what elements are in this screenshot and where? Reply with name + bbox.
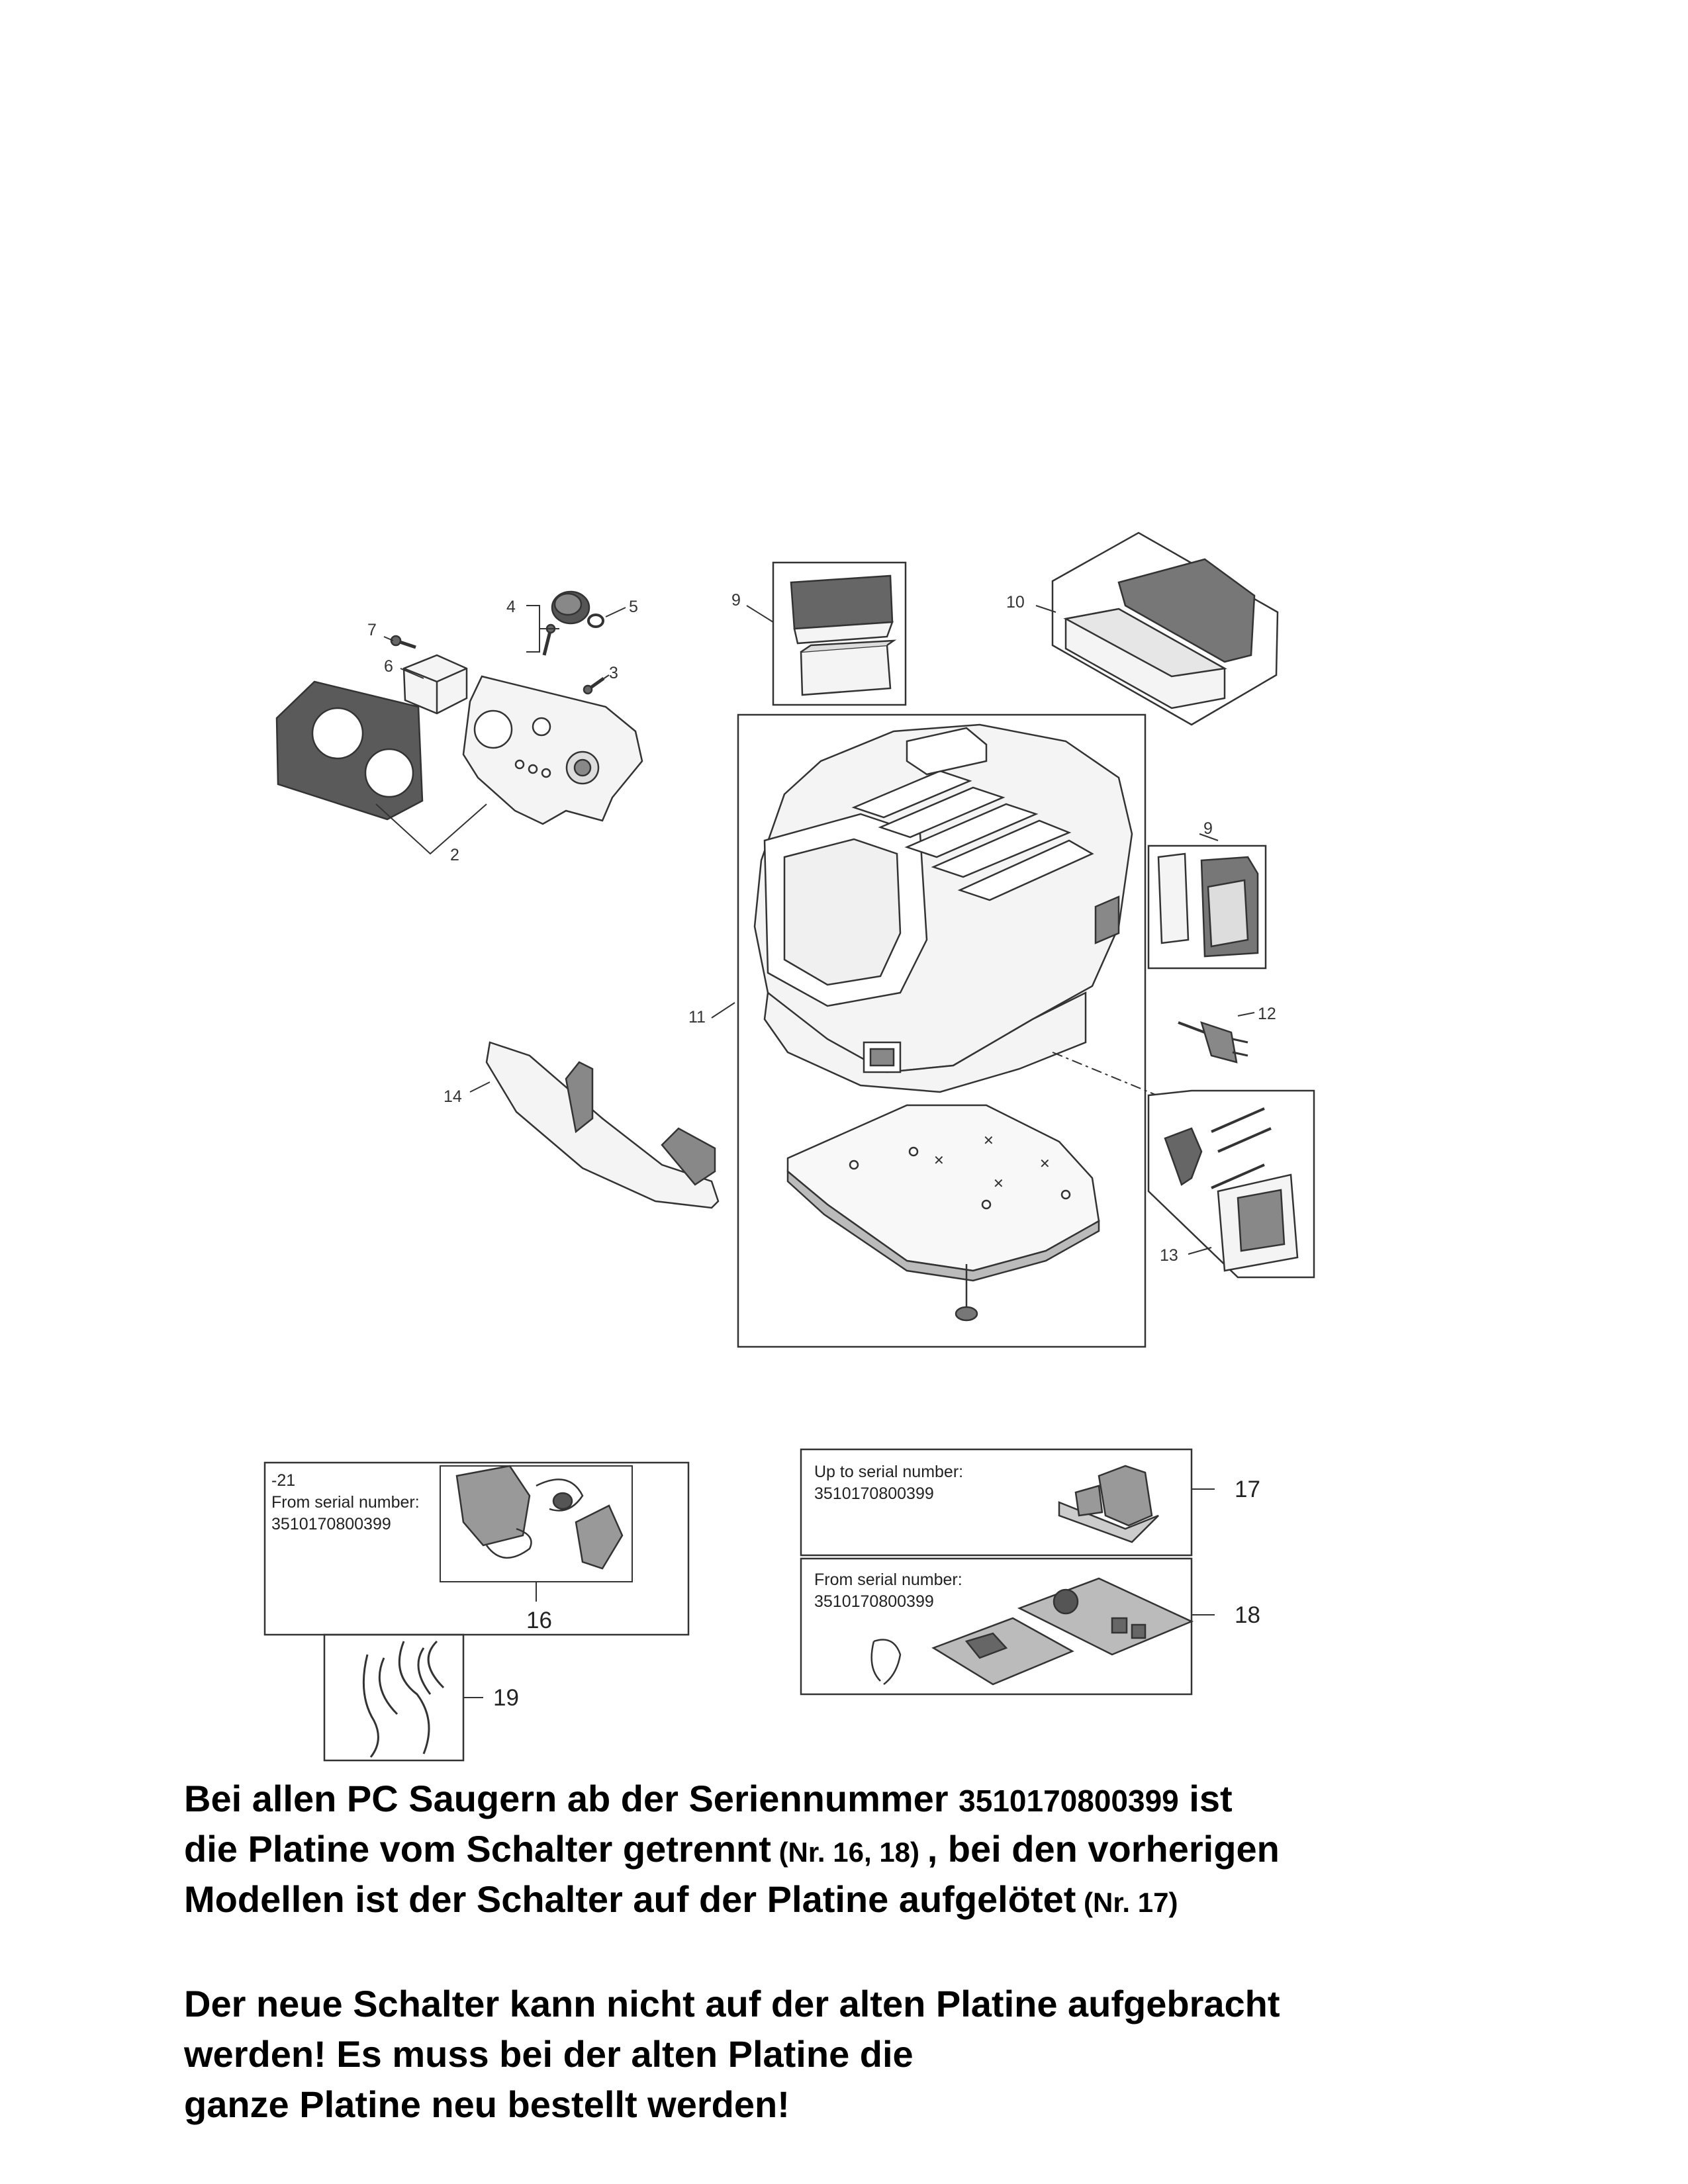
callout-6: 6 — [384, 657, 393, 676]
part-14-handle[interactable] — [487, 1042, 718, 1208]
note-ref-16-18: (Nr. 16, 18) — [771, 1837, 927, 1868]
box17-line2: 3510170800399 — [814, 1484, 934, 1503]
note-line-2-end: , bei den vorherigen — [927, 1828, 1280, 1870]
callout-14: 14 — [444, 1087, 462, 1106]
note-line-2 — [184, 1824, 1280, 1878]
svg-text:✕: ✕ — [1039, 1157, 1051, 1171]
callout-19: 19 — [493, 1685, 519, 1711]
note-line-3-text: Modellen ist der Schalter auf der Platine aufgelötet — [184, 1878, 1076, 1920]
part-2-panel-housing[interactable] — [463, 676, 642, 824]
callout-4: 4 — [506, 598, 516, 616]
note-line-6: ganze Platine neu bestellt werden! — [184, 2083, 790, 2125]
svg-text:✕: ✕ — [993, 1177, 1004, 1191]
callout-16: 16 — [526, 1608, 552, 1633]
part-12-power-plug[interactable] — [1178, 1023, 1248, 1062]
note-line-2-text: die Platine vom Schalter getrennt — [184, 1828, 771, 1870]
note-line-1 — [184, 1774, 1233, 1826]
part-2-front-panel-group — [277, 592, 642, 824]
callout-9-top: 9 — [731, 591, 741, 610]
box16-line3: 3510170800399 — [271, 1515, 391, 1533]
part-10-filter[interactable] — [1053, 533, 1278, 725]
note-line-1-text: Bei allen PC Saugern ab der Seriennummer — [184, 1778, 959, 1819]
part-11-motor-head-housing[interactable] — [755, 725, 1132, 1092]
part-9-filter-top[interactable] — [773, 563, 906, 705]
callout-18: 18 — [1235, 1602, 1260, 1628]
callout-12: 12 — [1258, 1005, 1276, 1023]
part-11-base-plate[interactable] — [788, 1105, 1099, 1320]
callout-3: 3 — [609, 664, 618, 682]
note-line-5: werden! Es muss bei der alten Platine die — [184, 2033, 914, 2075]
part-19-cables[interactable] — [363, 1641, 444, 1757]
svg-text:✕: ✕ — [983, 1134, 994, 1148]
part-17-circuit-board-with-switch[interactable] — [1059, 1466, 1158, 1542]
callout-11: 11 — [688, 1008, 706, 1026]
note-line-4: Der neue Schalter kann nicht auf der alten Platine aufgebracht — [184, 1983, 1280, 2025]
note-line-1-end: ist — [1178, 1778, 1233, 1819]
callout-9-side: 9 — [1203, 819, 1213, 838]
part-6-switch-box[interactable] — [404, 655, 467, 713]
note-line-3 — [184, 1874, 1178, 1928]
svg-text:✕: ✕ — [933, 1154, 945, 1168]
callout-2: 2 — [450, 846, 459, 864]
callout-7: 7 — [367, 621, 377, 639]
part-19-box — [324, 1635, 463, 1760]
callout-17: 17 — [1235, 1477, 1260, 1502]
box16-line2: From serial number: — [271, 1493, 420, 1512]
part-5-o-ring[interactable] — [588, 615, 603, 627]
callout-5: 5 — [629, 598, 638, 616]
part-9-filter-side[interactable] — [1149, 846, 1266, 968]
callout-13: 13 — [1160, 1246, 1178, 1265]
box17-line1: Up to serial number: — [814, 1463, 964, 1481]
box18-line1: From serial number: — [814, 1570, 962, 1589]
box18-line2: 3510170800399 — [814, 1592, 934, 1611]
note-ref-17: (Nr. 17) — [1076, 1887, 1178, 1918]
callout-10: 10 — [1006, 593, 1025, 612]
box16-line1: -21 — [271, 1471, 296, 1490]
note-serial-number: 3510170800399 — [959, 1784, 1179, 1818]
